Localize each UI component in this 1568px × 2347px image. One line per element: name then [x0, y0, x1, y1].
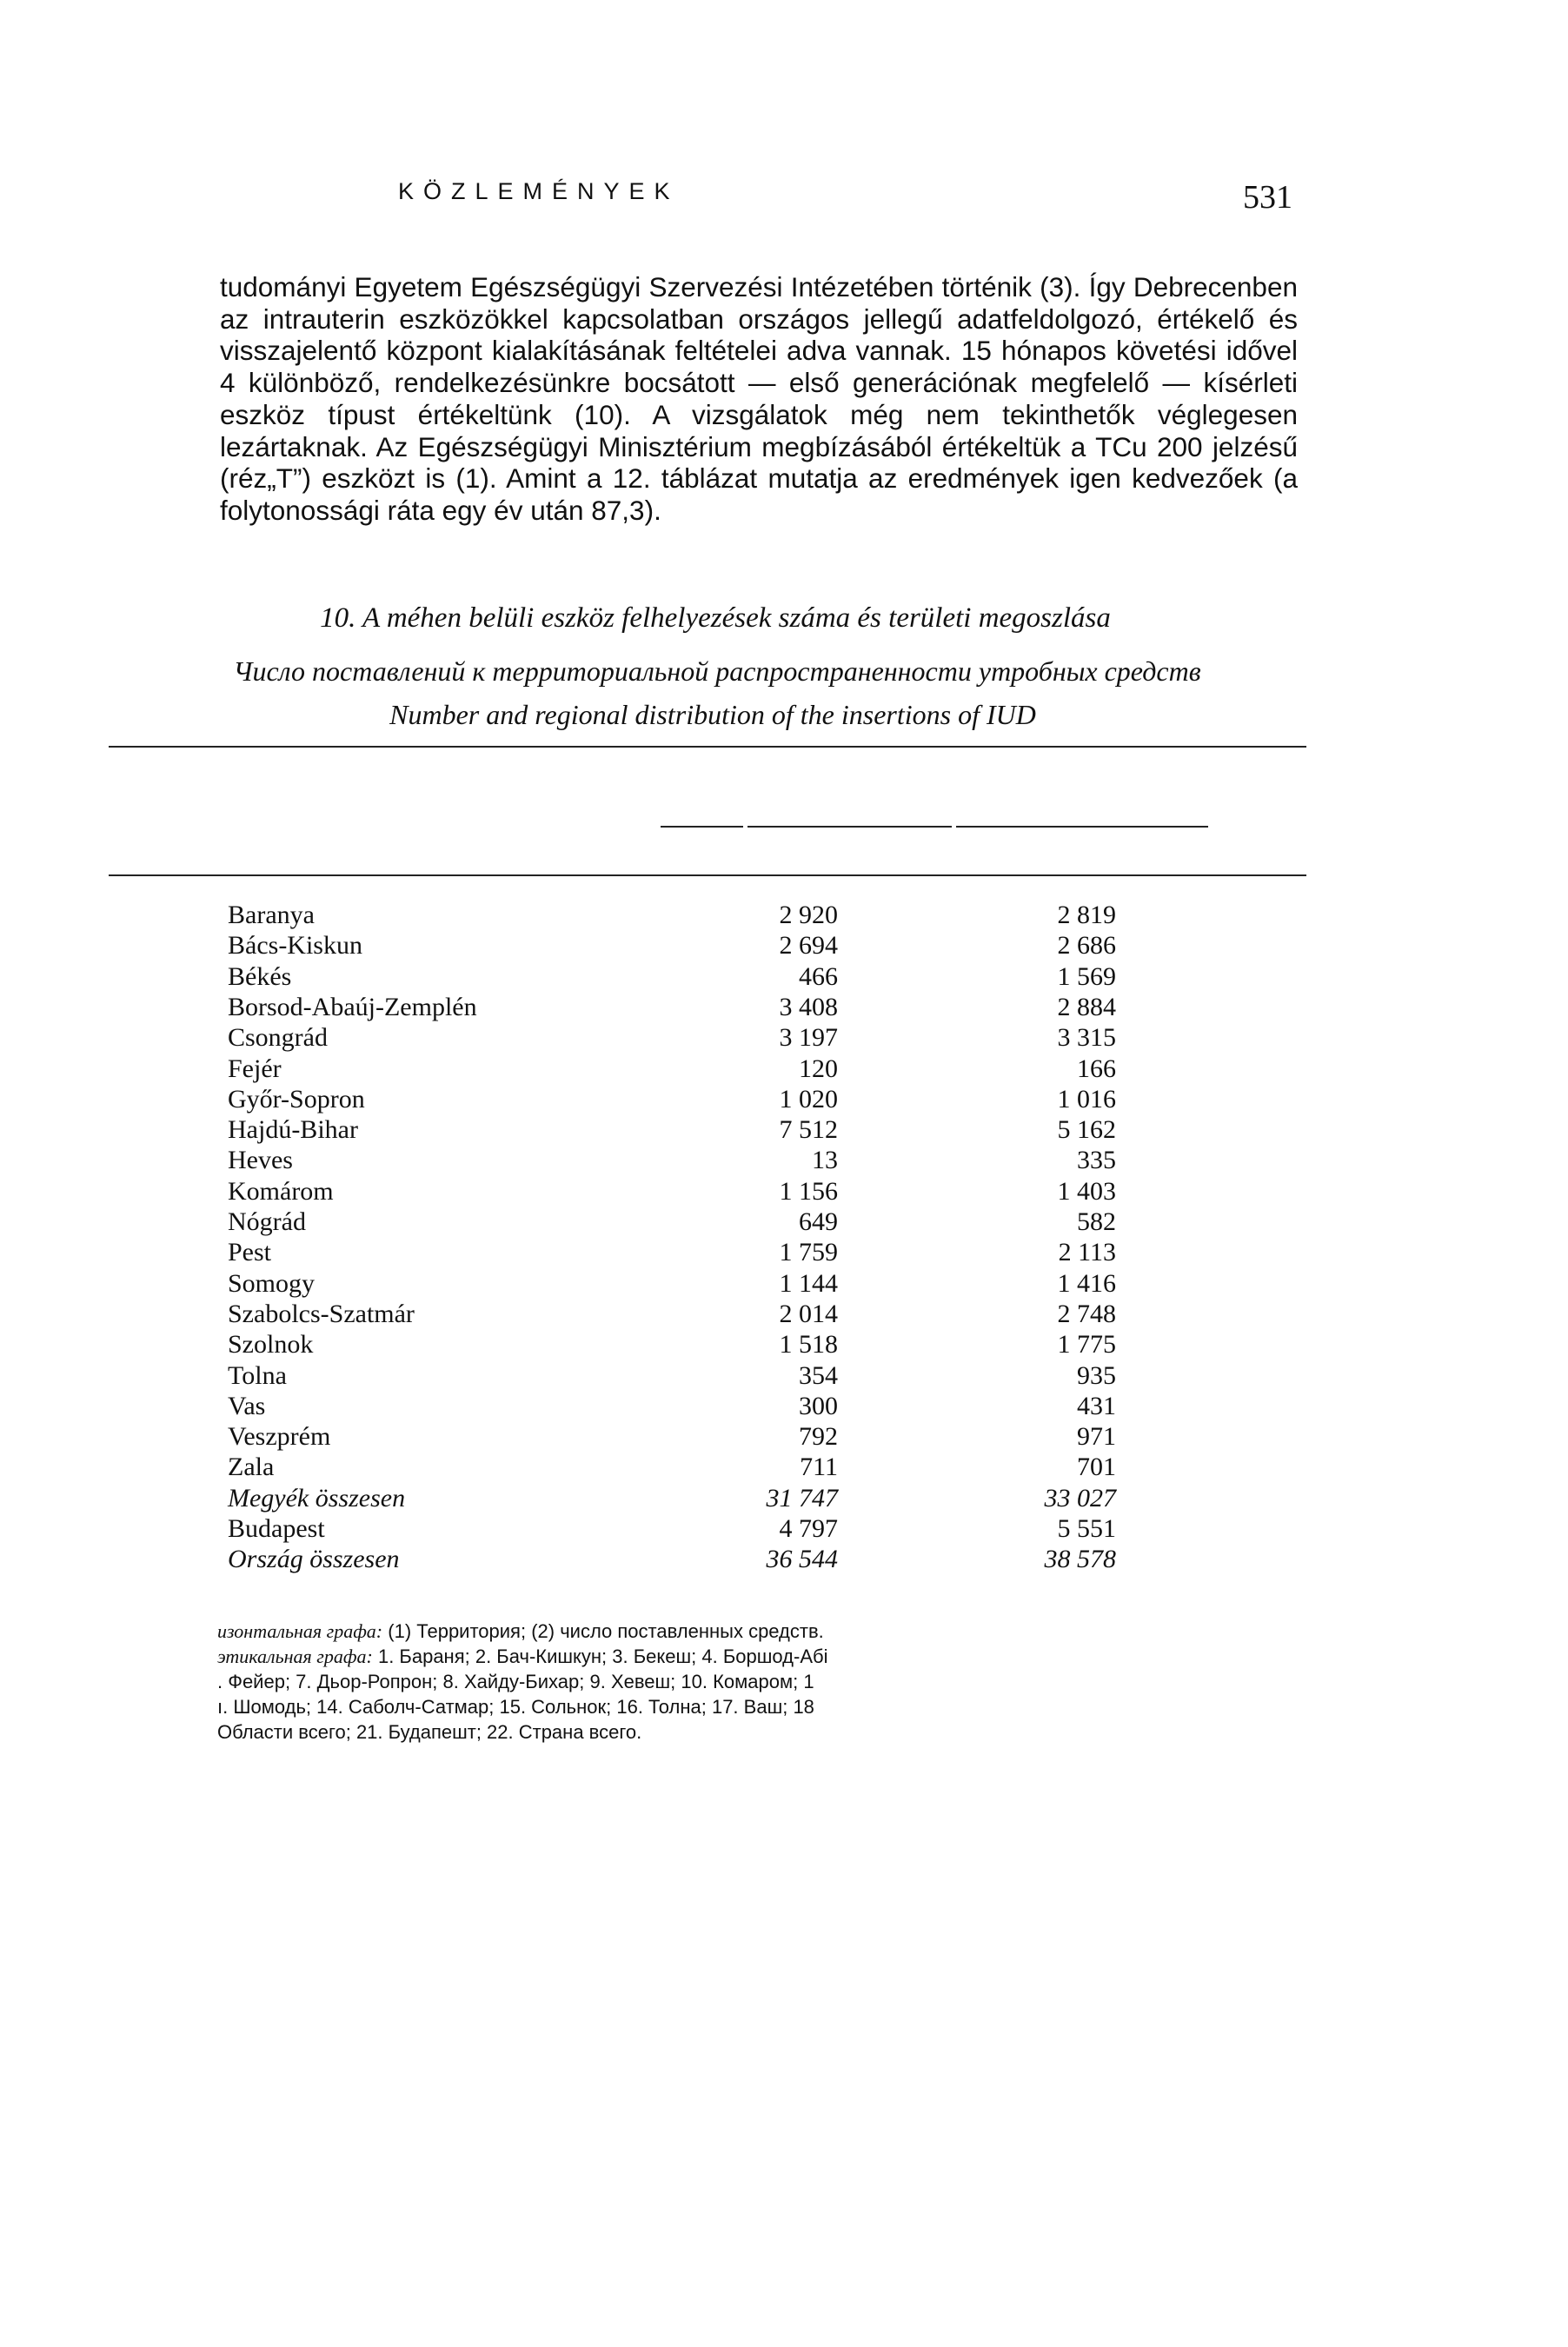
region-name-cell: Zala — [228, 1453, 275, 1482]
value-col1-cell: 13 — [812, 1146, 838, 1175]
table-row — [228, 1237, 1123, 1267]
value-col1-cell: 3 197 — [779, 1023, 838, 1053]
table-row — [228, 1145, 1123, 1175]
value-col2-cell: 5 162 — [1057, 1115, 1116, 1145]
table-row — [228, 1452, 1123, 1482]
region-name-cell: Hajdú-Bihar — [228, 1115, 358, 1145]
table-header-sub-rule-1 — [661, 826, 743, 828]
table-row — [228, 992, 1123, 1022]
value-col2-cell: 33 027 — [1044, 1483, 1116, 1513]
value-col2-cell: 38 578 — [1044, 1545, 1116, 1574]
value-col1-cell: 2 694 — [779, 931, 838, 961]
value-col2-cell: 2 884 — [1057, 992, 1116, 1021]
value-col2-cell: 3 315 — [1057, 1023, 1116, 1053]
value-col1-cell: 1 156 — [779, 1176, 838, 1206]
value-col2-cell: 1 416 — [1057, 1268, 1116, 1298]
value-col2-cell: 971 — [1077, 1422, 1116, 1452]
footnote-line: Области всего; 21. Будапешт; 22. Страна всего. — [217, 1721, 642, 1743]
table-row — [228, 1329, 1123, 1360]
value-col1-cell: 31 747 — [766, 1483, 838, 1513]
value-col1-cell: 1 144 — [779, 1268, 838, 1298]
region-name-cell: Heves — [228, 1146, 293, 1175]
table-row — [228, 1022, 1123, 1053]
table-row — [228, 1483, 1123, 1513]
region-name-cell: Veszprém — [228, 1422, 331, 1452]
table-row — [228, 1544, 1123, 1574]
footnote-line: . Фейер; 7. Дьор-Ропрон; 8. Хайду-Бихар; 9. Хевеш; 10. Комаром; 1 — [217, 1671, 814, 1692]
table-header-sub-rule-3 — [956, 826, 1208, 828]
paragraph-text: tudományi Egyetem Egészségügyi Szervezési Intézetében történik (3). Így Debrecenben az intrauterin eszközökkel kapcsolatban országos jellegű adatfeldolgozó, értékelő és visszajelentő központ kialakításának feltételei adva vannak. 15 hónapos követési idővel 4 különböző, rendelkezésünkre bocsátott — első generációnak megfelelő — kísérleti eszköz típust értékeltünk (10). A vizsgálatok még nem tekinthetők véglegesen lezártaknak. Az Egészségügyi Minisztérium megbízásából értékeltük a TCu 200 jelzésű (réz„T”) eszközt is (1). Amint a 12. táblázat mutatja az eredmények igen kedvezőek (a folytonossági ráta egy év után 87,3). — [220, 271, 1298, 526]
region-name-cell: Baranya — [228, 901, 315, 929]
table-row — [228, 1114, 1123, 1145]
footnote-text: (1) Территория; (2) число поставленных средств. — [388, 1620, 824, 1642]
footnote-line — [217, 1644, 1173, 1669]
value-col2-cell: 166 — [1077, 1054, 1116, 1083]
footnote-head: этикальная графа: — [217, 1646, 373, 1667]
value-col1-cell: 1 759 — [779, 1238, 838, 1267]
region-name-cell: Komárom — [228, 1176, 334, 1206]
region-name-cell: Tolna — [228, 1360, 287, 1390]
value-col2-cell: 1 016 — [1057, 1084, 1116, 1114]
table-top-rule — [109, 746, 1306, 748]
value-col1-cell: 36 544 — [766, 1545, 838, 1574]
footnote-line — [217, 1619, 1173, 1644]
value-col1-cell: 1 518 — [779, 1330, 838, 1360]
value-col1-cell: 466 — [799, 961, 838, 991]
body-paragraph — [220, 271, 1298, 527]
table-title-hungarian: 10. A méhen belüli eszköz felhelyezések száma és területi megoszlása — [320, 602, 1111, 634]
table-row — [228, 1084, 1123, 1114]
value-col1-cell: 1 020 — [779, 1084, 838, 1114]
value-col2-cell: 582 — [1077, 1207, 1116, 1236]
value-col2-cell: 335 — [1077, 1146, 1116, 1175]
value-col2-cell: 1 569 — [1057, 961, 1116, 991]
value-col2-cell: 701 — [1077, 1453, 1116, 1482]
table-row — [228, 1207, 1123, 1237]
table-row — [228, 1360, 1123, 1391]
table-row — [228, 930, 1123, 961]
region-name-cell: Somogy — [228, 1268, 316, 1298]
value-col1-cell: 792 — [799, 1422, 838, 1452]
table-row — [228, 1268, 1123, 1299]
region-name-cell: Nógrád — [228, 1207, 306, 1236]
value-col1-cell: 2 920 — [779, 901, 838, 929]
table-header-sub-rule-2 — [747, 826, 952, 828]
value-col1-cell: 711 — [800, 1453, 838, 1482]
region-name-cell: Csongrád — [228, 1023, 328, 1053]
value-col2-cell: 2 113 — [1058, 1238, 1116, 1267]
value-col1-cell: 649 — [799, 1207, 838, 1236]
value-col2-cell: 5 551 — [1057, 1514, 1116, 1543]
value-col1-cell: 300 — [799, 1391, 838, 1420]
value-col2-cell: 2 748 — [1057, 1299, 1116, 1328]
table-row — [228, 900, 1123, 930]
table-row — [228, 1421, 1123, 1452]
region-name-cell: Pest — [228, 1238, 272, 1267]
footnote-line: ı. Шомодь; 14. Саболч-Сатмар; 15. Сольнок; 16. Толна; 17. Ваш; 18 — [217, 1696, 814, 1718]
table-row — [228, 1391, 1123, 1421]
region-name-cell: Szabolcs-Szatmár — [228, 1299, 415, 1328]
table-row — [228, 961, 1123, 992]
value-col1-cell: 3 408 — [779, 992, 838, 1021]
table-row — [228, 1176, 1123, 1207]
value-col1-cell: 354 — [799, 1360, 838, 1390]
footnote-text: 1. Бараня; 2. Бач-Кишкун; 3. Бекеш; 4. Боршод-Абі — [377, 1646, 828, 1667]
value-col2-cell: 2 819 — [1057, 901, 1116, 929]
page-number: 531 — [1243, 179, 1292, 216]
running-header: KÖZLEMÉNYEK — [398, 178, 680, 204]
table-row — [228, 1513, 1123, 1544]
region-name-cell: Borsod-Abaúj-Zemplén — [228, 992, 477, 1021]
value-col1-cell: 2 014 — [779, 1299, 838, 1328]
region-name-cell: Vas — [228, 1391, 266, 1420]
value-col1-cell: 4 797 — [779, 1514, 838, 1543]
region-name-cell: Győr-Sopron — [228, 1084, 365, 1114]
value-col2-cell: 2 686 — [1057, 931, 1116, 961]
region-name-cell: Bács-Kiskun — [228, 931, 362, 961]
region-name-cell: Budapest — [228, 1514, 325, 1543]
table-row — [228, 1054, 1123, 1084]
table-header-bottom-rule — [109, 874, 1306, 876]
table-title-russian: Число поставлений к территориальной распространенности утробных средств — [233, 655, 1201, 687]
region-name-cell: Fejér — [228, 1054, 282, 1083]
region-name-cell: Megyék összesen — [228, 1483, 406, 1513]
region-name-cell: Ország összesen — [228, 1545, 400, 1574]
footnotes — [217, 1619, 1173, 1745]
footnote-head: изонтальная графа: — [217, 1620, 383, 1642]
table-title-english: Number and regional distribution of the insertions of IUD — [389, 699, 1036, 730]
region-name-cell: Békés — [228, 961, 292, 991]
region-name-cell: Szolnok — [228, 1330, 314, 1360]
value-col2-cell: 1 775 — [1057, 1330, 1116, 1360]
value-col2-cell: 1 403 — [1057, 1176, 1116, 1206]
value-col1-cell: 120 — [799, 1054, 838, 1083]
table-row — [228, 1299, 1123, 1329]
value-col2-cell: 935 — [1077, 1360, 1116, 1390]
value-col1-cell: 7 512 — [779, 1115, 838, 1145]
value-col2-cell: 431 — [1077, 1391, 1116, 1420]
